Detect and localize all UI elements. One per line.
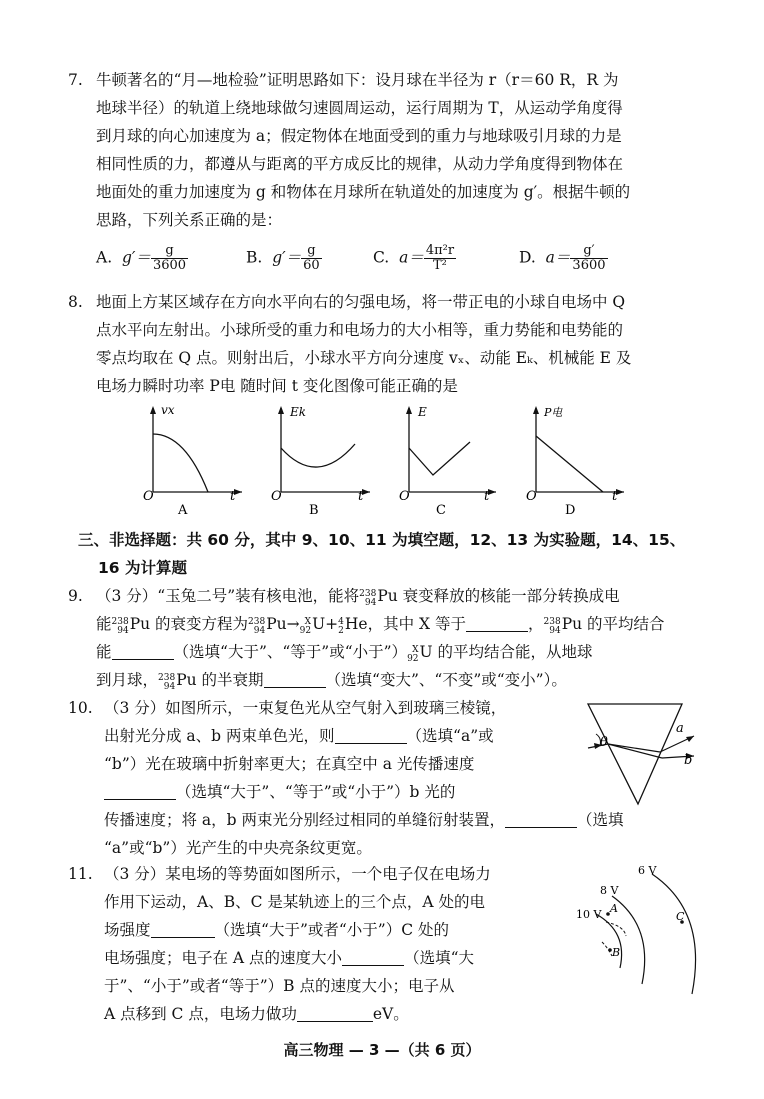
question-text-line: 电场强度；电子在 A 点的速度大小 （选填“大 <box>104 949 474 967</box>
graph-x-label: t <box>612 489 618 504</box>
point-c-label: C <box>676 910 685 923</box>
potential-6v-label: 6 V <box>638 864 657 877</box>
question-text-line: 牛顿著名的“月—地检验”证明思路如下：设月球在半径为 r（r＝60 R，R 为 <box>96 71 619 89</box>
point-a-label: A <box>610 902 618 915</box>
section-heading <box>78 526 685 582</box>
graph-a <box>143 403 242 518</box>
graph-y-label: E <box>418 405 427 419</box>
isotope-u: X 92 <box>407 645 419 664</box>
graph-x-label: t <box>358 489 364 504</box>
question-text-line: 传播速度；将 a，b 两束光分别经过相同的单缝衍射装置， （选填 <box>104 811 624 829</box>
prism-figure <box>580 700 720 810</box>
fraction: $\frac{g'}{3600}$ <box>572 243 606 273</box>
section-heading-line: 三、非选择题：共 60 分，其中 9、10、11 为填空题，12、13 为实验题，14、15、 <box>78 531 686 549</box>
question-text-line: 零点均取在 Q 点。则射出后，小球水平方向分速度 vₓ、动能 Eₖ、机械能 E 及 <box>96 349 632 367</box>
question-text-line: 作用下运动，A、B、C 是某轨迹上的三个点，A 处的电 <box>104 893 485 911</box>
graph-caption: A <box>178 503 188 518</box>
graph-origin: O <box>399 489 410 504</box>
question-text-line: 到月球， 238 94 Pu 的半衰期 （选填“变大”、“不变”或“变小”）。 <box>96 671 567 692</box>
question-text-line: 能 （选填“大于”、“等于”或“小于”） X 92 U 的平均结合能，从地球 <box>96 643 593 664</box>
section-heading-line: 16 为计算题 <box>98 559 187 577</box>
question-11 <box>68 860 544 1028</box>
graph-y-label: vx <box>161 403 175 417</box>
question-text-line: A 点移到 C 点，电场力做功 eV。 <box>104 1005 409 1023</box>
question-text-line: （3 分）“玉兔二号”装有核电池，能将 238 94 Pu 衰变释放的核能一部分转换成电 <box>96 587 620 608</box>
answer-blank[interactable] <box>342 947 404 966</box>
equipotential-figure <box>572 860 722 1000</box>
graph-d <box>526 406 624 518</box>
question-text-line: “a”或“b”）光产生的中央亮条纹更宽。 <box>104 839 372 857</box>
question-text-line: 相同性质的力，都遵从与距离的平方成反比的规律，从动力学角度得到物体在 <box>96 155 624 173</box>
isotope-pu: 238 94 <box>359 589 377 608</box>
answer-blank[interactable] <box>264 669 326 688</box>
isotope-pu: 238 94 <box>248 617 266 636</box>
isotope-u: X 92 <box>299 617 312 636</box>
question-text-line: （选填“大于”、“等于”或“小于”）b 光的 <box>104 778 704 806</box>
question-text-line: 电场力瞬时功率 P电 随时间 t 变化图像可能正确的是 <box>96 377 458 395</box>
graph-caption: C <box>436 503 446 518</box>
question-text-line: 思路，下列关系正确的是： <box>96 211 283 229</box>
graph-c <box>399 405 496 518</box>
question-number: 11. <box>68 865 93 883</box>
page-footer: 高三物理 — 3 —（共 6 页） <box>283 1041 481 1059</box>
q8-graphs-figure <box>0 400 764 530</box>
option-c: C. a＝ $\frac{\text{4π²r}}{\text{T²}}$ <box>373 243 455 273</box>
graph-caption: B <box>309 503 319 518</box>
question-text-line: 场强度 （选填“大于”或者“小于”）C 处的 <box>104 921 449 939</box>
answer-blank[interactable] <box>466 613 528 632</box>
option-d: D. a＝ $\frac{g'}{3600}$ <box>519 243 606 273</box>
question-number: 7. <box>68 71 83 89</box>
question-number: 9. <box>68 587 83 605</box>
graph-b <box>271 405 370 518</box>
graph-x-label: t <box>230 489 236 504</box>
answer-blank[interactable] <box>297 1003 373 1022</box>
answer-blank[interactable] <box>104 781 176 800</box>
potential-8v-label: 8 V <box>600 884 619 897</box>
answer-blank[interactable] <box>505 809 577 828</box>
question-9 <box>68 582 716 694</box>
question-text-line: 地面处的重力加速度为 g 和物体在月球所在轨道处的加速度为 g′。根据牛顿的 <box>96 183 631 201</box>
question-text-line: （3 分）如图所示，一束复色光从空气射入到玻璃三棱镜， <box>104 699 507 717</box>
fraction: $\frac{g}{60}$ <box>303 243 320 273</box>
question-text-line: “b”）光在玻璃中折射率更大；在真空中 a 光传播速度 <box>104 755 475 773</box>
question-8 <box>68 288 706 400</box>
ray-b-label: b <box>684 753 693 768</box>
isotope-pu: 238 94 <box>543 617 561 636</box>
graph-y-label: P电 <box>544 406 563 419</box>
isotope-pu: 238 94 <box>111 617 129 636</box>
question-text-line: （3 分）某电场的等势面如图所示，一个电子仅在电场力 <box>104 865 491 883</box>
graph-origin: O <box>526 489 537 504</box>
potential-10v-label: 10 V <box>576 908 602 921</box>
question-text-line: 能 238 94 Pu 的衰变方程为 238 94 Pu→ X 92 U+ 4 2 He，其中 X 等于 ， 238 94 Pu 的平均结合 <box>96 615 665 636</box>
answer-blank[interactable] <box>112 641 174 660</box>
graph-caption: D <box>565 503 576 518</box>
graph-origin: O <box>143 489 154 504</box>
question-number: 10. <box>68 699 93 717</box>
question-text-line: 到月球的向心加速度为 a；假定物体在地面受到的重力与地球吸引月球的力是 <box>96 127 622 145</box>
question-7 <box>68 66 706 234</box>
question-number: 8. <box>68 293 83 311</box>
question-text-line: 地球半径）的轨道上绕地球做匀速圆周运动，运行周期为 T，从运动学角度得 <box>96 99 623 117</box>
question-text-line: 地面上方某区域存在方向水平向右的匀强电场，将一带正电的小球自电场中 Q <box>96 293 626 311</box>
graph-x-label: t <box>484 489 490 504</box>
graph-origin: O <box>271 489 282 504</box>
answer-blank[interactable] <box>151 919 215 938</box>
fraction: $\frac{g}{3600}$ <box>152 243 187 273</box>
option-b: B. g′＝ $\frac{g}{60}$ <box>246 243 320 273</box>
graph-y-label: Ek <box>290 405 307 419</box>
isotope-he: 4 2 <box>338 617 344 636</box>
question-text-line: 于”、“小于”或者“等于”）B 点的速度大小；电子从 <box>104 977 455 995</box>
fraction: $\frac{\text{4π²r}}{\text{T²}}$ <box>425 243 455 273</box>
question-text-line: 出射光分成 a、b 两束单色光，则 （选填“a”或 <box>104 727 494 745</box>
option-a: A. g′＝ $\frac{g}{3600}$ <box>96 243 187 273</box>
point-b-label: B <box>612 946 621 959</box>
ray-a-label: a <box>676 721 684 736</box>
answer-blank[interactable] <box>335 725 407 744</box>
theta-label: θ <box>600 735 608 750</box>
isotope-pu: 238 94 <box>158 673 176 692</box>
question-text-line: 点水平向左射出。小球所受的重力和电场力的大小相等，重力势能和电势能的 <box>96 321 624 339</box>
